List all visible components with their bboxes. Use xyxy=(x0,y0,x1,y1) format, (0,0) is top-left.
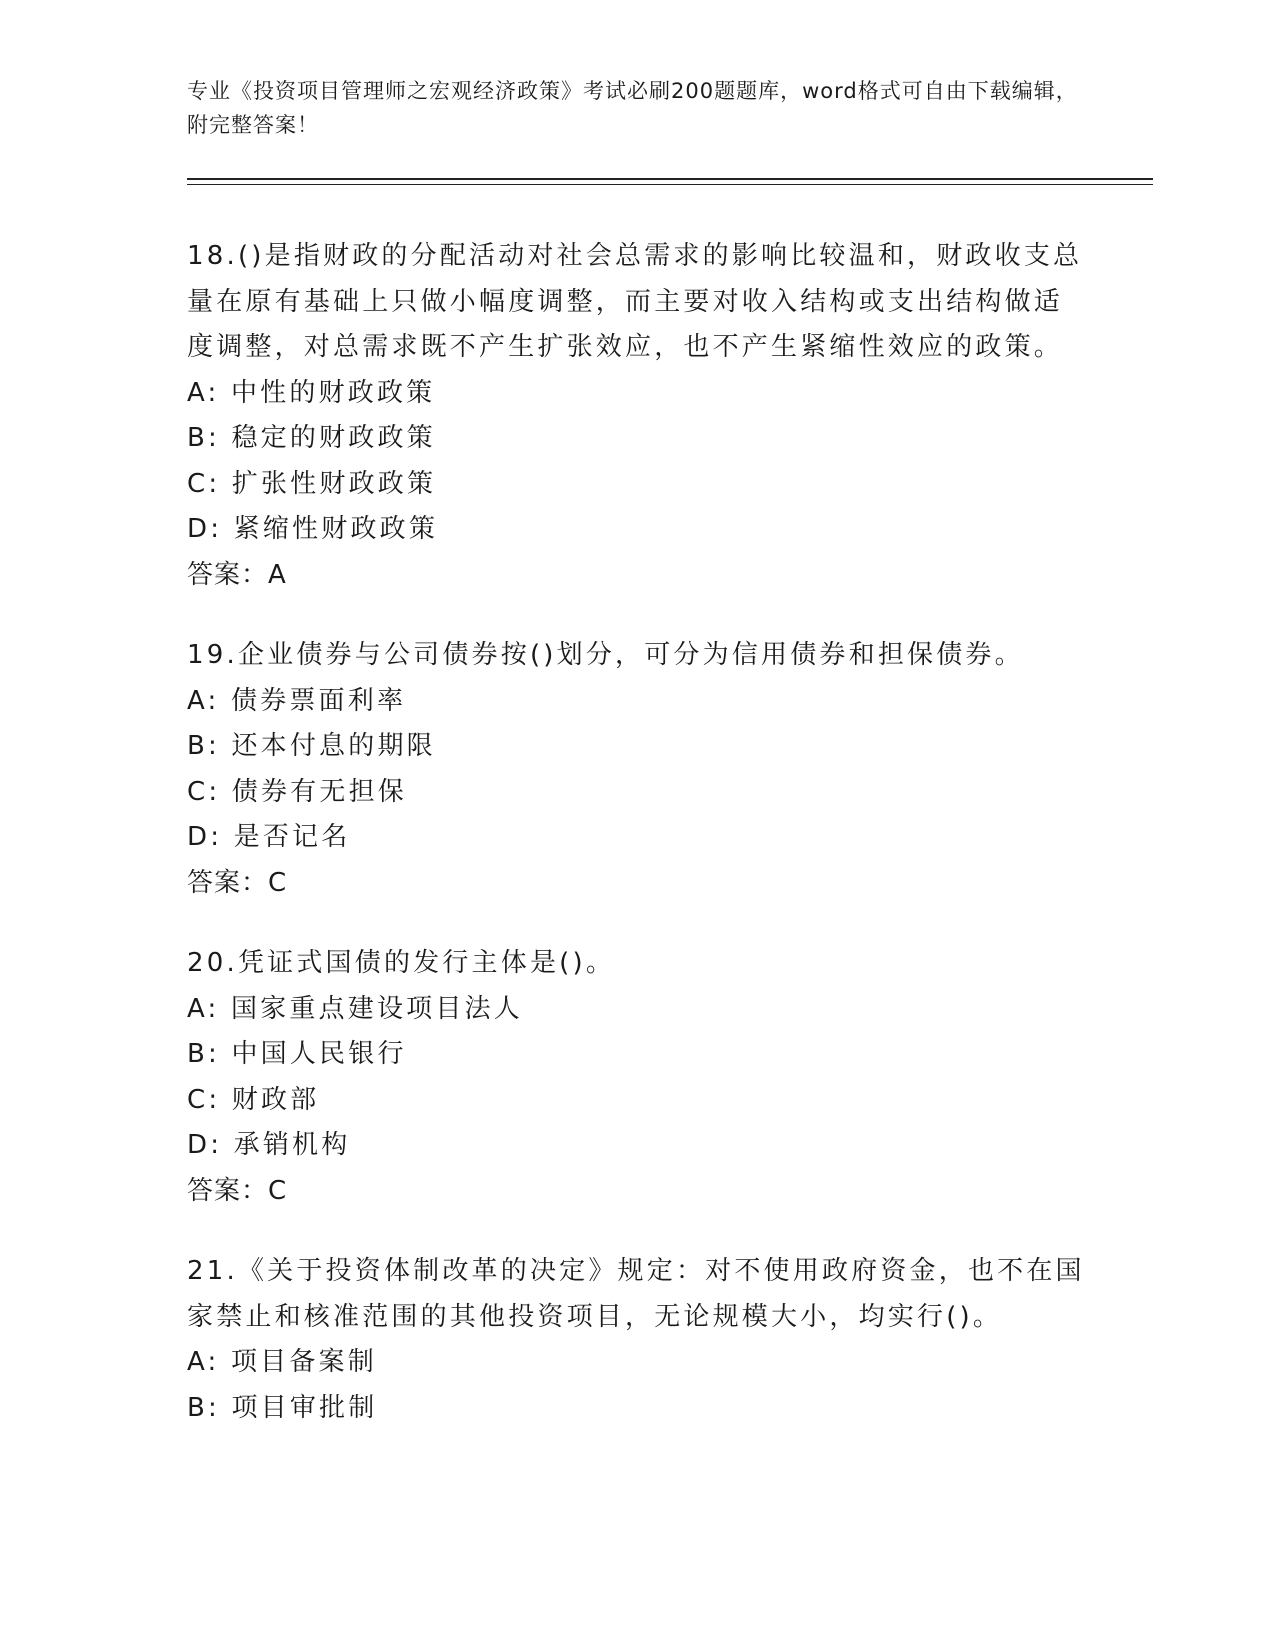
question-18 xyxy=(187,234,1087,598)
option-a: A: 国家重点建设项目法人 xyxy=(187,993,523,1024)
question-list xyxy=(187,234,1087,1466)
question-stem: 20.凭证式国债的发行主体是()。 xyxy=(187,948,616,978)
header-rule-thick xyxy=(187,178,1153,180)
question-stem: 21.《关于投资体制改革的决定》规定：对不使用政府资金，也不在国家禁止和核准范围的其他投资项目，无论规模大小，均实行()。 xyxy=(187,1256,1085,1332)
option-a: A: 债券票面利率 xyxy=(187,685,407,716)
question-stem: 19.企业债券与公司债券按()划分，可分为信用债券和担保债券。 xyxy=(187,640,1024,670)
answer-line: 答案：C xyxy=(187,867,288,898)
header-rule-thin xyxy=(187,184,1153,185)
option-d: D: 是否记名 xyxy=(187,822,351,852)
option-c: C: 扩张性财政政策 xyxy=(187,468,437,499)
option-d: D: 紧缩性财政政策 xyxy=(187,514,439,544)
question-stem: 18.()是指财政的分配活动对社会总需求的影响比较温和，财政收支总量在原有基础上只做小幅度调整，而主要对收入结构或支出结构做适度调整，对总需求既不产生扩张效应，也不产生紧缩性效应的政策。 xyxy=(187,241,1083,362)
question-19 xyxy=(187,633,1087,906)
question-20 xyxy=(187,941,1087,1214)
option-b: B: 项目审批制 xyxy=(187,1392,378,1423)
answer-line: 答案：A xyxy=(187,559,287,590)
option-a: A: 中性的财政政策 xyxy=(187,377,436,408)
option-b: B: 中国人民银行 xyxy=(187,1039,407,1069)
option-d: D: 承销机构 xyxy=(187,1130,351,1160)
option-a: A: 项目备案制 xyxy=(187,1347,377,1377)
option-b: B: 稳定的财政政策 xyxy=(187,423,436,453)
option-c: C: 财政部 xyxy=(187,1084,320,1115)
option-b: B: 还本付息的期限 xyxy=(187,731,436,761)
document-header: 专业《投资项目管理师之宏观经济政策》考试必刷200题题库，word格式可自由下载编辑，附完整答案！ xyxy=(187,79,1078,137)
option-c: C: 债券有无担保 xyxy=(187,776,407,807)
answer-line: 答案：C xyxy=(187,1175,288,1206)
question-21 xyxy=(187,1249,1087,1431)
